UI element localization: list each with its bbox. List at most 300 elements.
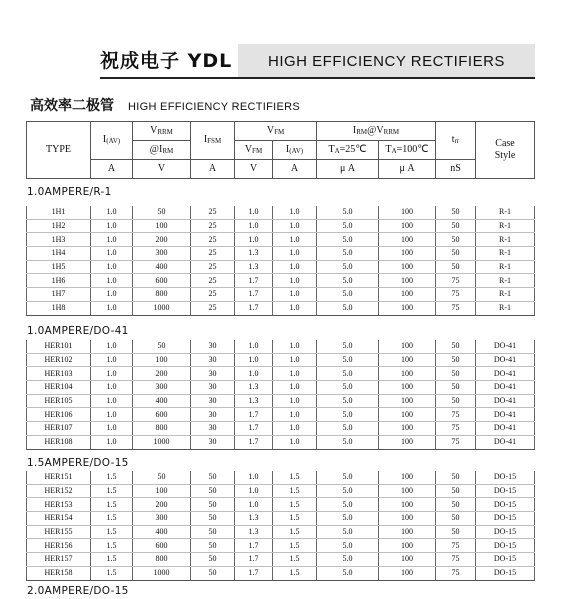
spec-cell: 1.0	[91, 247, 133, 261]
spec-cell: 1.5	[273, 498, 317, 512]
spec-cell: 1.5	[91, 566, 133, 580]
spec-cell: 50	[133, 206, 191, 219]
spec-cell: 50	[133, 340, 191, 353]
spec-cell: 1.3	[235, 525, 273, 539]
spec-cell: R-1	[476, 301, 535, 315]
unit-cell: μ A	[379, 160, 436, 179]
spec-cell: 75	[436, 408, 476, 422]
spec-cell: 50	[436, 260, 476, 274]
spec-cell: 100	[379, 435, 436, 449]
spec-cell: 1.0	[235, 340, 273, 353]
spec-cell: 5.0	[317, 340, 379, 353]
spec-cell: 1.5	[91, 525, 133, 539]
spec-cell: R-1	[476, 219, 535, 233]
spec-cell: 5.0	[317, 233, 379, 247]
col-vrrm: $V_{RRM}$	[133, 122, 191, 141]
spec-cell: 1.3	[235, 381, 273, 395]
spec-cell: 1.0	[273, 206, 317, 219]
spec-cell: 1.3	[235, 394, 273, 408]
spec-cell: 300	[133, 512, 191, 526]
spec-table-section	[26, 206, 535, 316]
spec-cell: DO-41	[476, 408, 535, 422]
spec-cell: 100	[379, 408, 436, 422]
spec-cell: DO-41	[476, 435, 535, 449]
part-number-cell: HER103	[27, 367, 91, 381]
section-label: 2.0AMPERE/DO-15	[27, 585, 129, 597]
part-number-cell: 1H3	[27, 233, 91, 247]
table-row	[27, 525, 535, 539]
spec-cell: 1.7	[235, 274, 273, 288]
spec-cell: 50	[191, 471, 235, 484]
spec-cell: 5.0	[317, 367, 379, 381]
spec-cell: 1.3	[235, 260, 273, 274]
spec-cell: 5.0	[317, 525, 379, 539]
spec-cell: 50	[436, 340, 476, 353]
spec-cell: 5.0	[317, 301, 379, 315]
spec-cell: 30	[191, 353, 235, 367]
spec-table-header	[26, 121, 535, 179]
spec-cell: 1000	[133, 301, 191, 315]
spec-cell: 5.0	[317, 381, 379, 395]
spec-cell: 800	[133, 422, 191, 436]
part-number-cell: 1H5	[27, 260, 91, 274]
spec-cell: 50	[436, 471, 476, 484]
spec-cell: 1.5	[273, 484, 317, 498]
spec-cell: 1.0	[273, 288, 317, 302]
spec-cell: 100	[379, 394, 436, 408]
spec-cell: 1.0	[235, 206, 273, 219]
spec-cell: 75	[436, 539, 476, 553]
spec-cell: 300	[133, 381, 191, 395]
spec-cell: 400	[133, 260, 191, 274]
spec-cell: 50	[191, 525, 235, 539]
spec-cell: 1.0	[235, 367, 273, 381]
spec-cell: DO-41	[476, 353, 535, 367]
spec-cell: 100	[133, 219, 191, 233]
spec-cell: 30	[191, 340, 235, 353]
unit-cell: V	[235, 160, 273, 179]
spec-cell: DO-15	[476, 484, 535, 498]
spec-cell: 1.0	[235, 471, 273, 484]
spec-cell: 400	[133, 394, 191, 408]
spec-cell: 5.0	[317, 422, 379, 436]
spec-cell: 1.7	[235, 435, 273, 449]
spec-cell: 25	[191, 233, 235, 247]
spec-cell: 1.7	[235, 539, 273, 553]
spec-cell: 100	[379, 512, 436, 526]
part-number-cell: HER156	[27, 539, 91, 553]
spec-cell: 100	[379, 422, 436, 436]
spec-cell: R-1	[476, 288, 535, 302]
table-row	[27, 260, 535, 274]
spec-cell: 1.0	[91, 233, 133, 247]
spec-cell: 30	[191, 408, 235, 422]
col-case-style: Case Style	[476, 122, 535, 179]
spec-cell: 600	[133, 408, 191, 422]
table-row	[27, 247, 535, 261]
part-number-cell: HER101	[27, 340, 91, 353]
col-iav: $I_{(AV)}$	[91, 122, 133, 160]
unit-cell: V	[133, 160, 191, 179]
spec-cell: DO-15	[476, 566, 535, 580]
spec-cell: 50	[191, 539, 235, 553]
spec-cell: 50	[191, 484, 235, 498]
spec-cell: 200	[133, 233, 191, 247]
spec-cell: 1.0	[273, 353, 317, 367]
spec-cell: 50	[436, 381, 476, 395]
spec-cell: 1.5	[273, 566, 317, 580]
spec-cell: 5.0	[317, 471, 379, 484]
brand-name: 祝成电子 YDL	[100, 50, 233, 72]
spec-cell: 50	[436, 353, 476, 367]
col-at-irm: $@I_{RM}$	[133, 141, 191, 160]
spec-cell: 100	[379, 301, 436, 315]
table-row	[27, 353, 535, 367]
unit-cell: nS	[436, 160, 476, 179]
table-row	[27, 435, 535, 449]
spec-cell: DO-15	[476, 498, 535, 512]
spec-cell: R-1	[476, 260, 535, 274]
spec-cell: DO-15	[476, 525, 535, 539]
spec-cell: 100	[379, 381, 436, 395]
table-row	[27, 422, 535, 436]
table-row	[27, 484, 535, 498]
spec-cell: 1.7	[235, 408, 273, 422]
spec-cell: DO-41	[476, 381, 535, 395]
header-rule	[100, 77, 535, 79]
part-number-cell: HER107	[27, 422, 91, 436]
part-number-cell: HER157	[27, 553, 91, 567]
spec-cell: 50	[436, 498, 476, 512]
spec-cell: 100	[379, 471, 436, 484]
spec-cell: 5.0	[317, 247, 379, 261]
spec-cell: 1.7	[235, 422, 273, 436]
spec-cell: 100	[379, 219, 436, 233]
col-trr: $t_{rr}$	[436, 122, 476, 160]
spec-cell: 5.0	[317, 498, 379, 512]
spec-cell: 1.3	[235, 247, 273, 261]
spec-cell: 30	[191, 381, 235, 395]
table-row	[27, 206, 535, 219]
spec-cell: 100	[379, 566, 436, 580]
spec-cell: 5.0	[317, 408, 379, 422]
subtitle-english: HIGH EFFICIENCY RECTIFIERS	[128, 101, 300, 113]
document-header	[100, 44, 535, 78]
table-row	[27, 301, 535, 315]
spec-cell: 1.0	[91, 435, 133, 449]
spec-cell: 5.0	[317, 566, 379, 580]
spec-cell: 1.0	[273, 435, 317, 449]
spec-cell: DO-41	[476, 422, 535, 436]
spec-cell: 100	[379, 367, 436, 381]
spec-cell: 1000	[133, 435, 191, 449]
section-label: 1.5AMPERE/DO-15	[27, 457, 129, 469]
spec-cell: R-1	[476, 274, 535, 288]
spec-cell: 50	[436, 525, 476, 539]
spec-cell: 50	[436, 247, 476, 261]
spec-cell: 50	[436, 206, 476, 219]
col-ta25: $T_A=25℃$	[317, 141, 379, 160]
table-row	[27, 553, 535, 567]
spec-cell: 1.0	[91, 219, 133, 233]
spec-cell: DO-15	[476, 553, 535, 567]
spec-cell: 1.5	[273, 512, 317, 526]
spec-cell: 50	[436, 484, 476, 498]
spec-cell: 1.5	[91, 498, 133, 512]
spec-cell: 5.0	[317, 394, 379, 408]
part-number-cell: HER108	[27, 435, 91, 449]
spec-cell: 5.0	[317, 512, 379, 526]
part-number-cell: HER105	[27, 394, 91, 408]
table-row	[27, 381, 535, 395]
spec-cell: 100	[379, 274, 436, 288]
spec-cell: 75	[436, 288, 476, 302]
spec-cell: 1.0	[273, 381, 317, 395]
table-row	[27, 512, 535, 526]
spec-cell: 1.0	[91, 274, 133, 288]
part-number-cell: 1H6	[27, 274, 91, 288]
spec-cell: 200	[133, 367, 191, 381]
spec-cell: 800	[133, 288, 191, 302]
spec-cell: 1.5	[91, 471, 133, 484]
table-row	[27, 340, 535, 353]
spec-cell: 25	[191, 260, 235, 274]
spec-cell: DO-41	[476, 394, 535, 408]
spec-cell: 1.7	[235, 301, 273, 315]
spec-cell: 1.0	[273, 301, 317, 315]
part-number-cell: HER104	[27, 381, 91, 395]
spec-cell: 25	[191, 274, 235, 288]
spec-cell: 100	[379, 247, 436, 261]
spec-cell: 1.0	[235, 498, 273, 512]
header-title: HIGH EFFICIENCY RECTIFIERS	[268, 53, 505, 70]
table-row	[27, 566, 535, 580]
spec-cell: 5.0	[317, 353, 379, 367]
part-number-cell: 1H1	[27, 206, 91, 219]
spec-cell: 1.0	[273, 340, 317, 353]
spec-cell: 1.0	[91, 340, 133, 353]
spec-cell: 50	[191, 566, 235, 580]
spec-cell: 75	[436, 553, 476, 567]
spec-cell: 50	[133, 471, 191, 484]
spec-cell: 25	[191, 206, 235, 219]
spec-cell: 1.0	[91, 206, 133, 219]
spec-cell: DO-15	[476, 512, 535, 526]
col-ifsm: $I_{FSM}$	[191, 122, 235, 160]
spec-cell: 5.0	[317, 260, 379, 274]
spec-cell: 600	[133, 539, 191, 553]
spec-cell: 1.0	[273, 367, 317, 381]
spec-cell: 30	[191, 435, 235, 449]
spec-cell: 1.0	[273, 219, 317, 233]
spec-cell: DO-15	[476, 471, 535, 484]
part-number-cell: HER151	[27, 471, 91, 484]
spec-cell: 100	[379, 260, 436, 274]
spec-cell: 1.0	[273, 422, 317, 436]
part-number-cell: HER102	[27, 353, 91, 367]
spec-cell: 1.5	[273, 539, 317, 553]
spec-cell: 1.5	[273, 525, 317, 539]
spec-cell: 50	[436, 233, 476, 247]
spec-cell: 1.0	[273, 274, 317, 288]
spec-cell: 1.0	[91, 381, 133, 395]
spec-cell: 1.0	[235, 233, 273, 247]
table-row	[27, 408, 535, 422]
part-number-cell: 1H8	[27, 301, 91, 315]
part-number-cell: 1H7	[27, 288, 91, 302]
spec-cell: 100	[379, 340, 436, 353]
spec-cell: 800	[133, 553, 191, 567]
spec-cell: 100	[379, 498, 436, 512]
spec-cell: 75	[436, 435, 476, 449]
spec-cell: 5.0	[317, 484, 379, 498]
spec-table-section	[26, 340, 535, 450]
spec-cell: 1.3	[235, 512, 273, 526]
spec-cell: 100	[133, 353, 191, 367]
spec-cell: 50	[191, 553, 235, 567]
spec-cell: 1.5	[273, 553, 317, 567]
spec-cell: 30	[191, 422, 235, 436]
table-row	[27, 539, 535, 553]
spec-cell: R-1	[476, 233, 535, 247]
col-iav-sub: $I_{(AV)}$	[273, 141, 317, 160]
spec-cell: 50	[436, 512, 476, 526]
col-vfm-sub: $V_{FM}$	[235, 141, 273, 160]
spec-cell: 1.5	[273, 471, 317, 484]
part-number-cell: HER106	[27, 408, 91, 422]
spec-cell: 1.0	[273, 247, 317, 261]
spec-cell: 50	[436, 219, 476, 233]
part-number-cell: HER154	[27, 512, 91, 526]
spec-cell: 1.0	[91, 367, 133, 381]
spec-cell: 5.0	[317, 553, 379, 567]
spec-cell: 75	[436, 566, 476, 580]
col-irm-at-vrrm: $I_{RM}@V_{RRM}$	[317, 122, 436, 141]
spec-cell: 25	[191, 288, 235, 302]
part-number-cell: HER158	[27, 566, 91, 580]
spec-cell: 1.5	[91, 484, 133, 498]
spec-cell: 300	[133, 247, 191, 261]
part-number-cell: HER153	[27, 498, 91, 512]
part-number-cell: 1H4	[27, 247, 91, 261]
spec-cell: 1.0	[235, 353, 273, 367]
spec-cell: 75	[436, 274, 476, 288]
spec-cell: 1.0	[273, 260, 317, 274]
spec-cell: 75	[436, 422, 476, 436]
part-number-cell: HER152	[27, 484, 91, 498]
spec-cell: 1.7	[235, 566, 273, 580]
spec-cell: 1.5	[91, 512, 133, 526]
spec-cell: 100	[379, 353, 436, 367]
spec-cell: 1.0	[235, 219, 273, 233]
col-vfm: $V_{FM}$	[235, 122, 317, 141]
spec-cell: 50	[191, 512, 235, 526]
table-row	[27, 498, 535, 512]
spec-cell: 1.0	[91, 288, 133, 302]
spec-cell: 1.0	[91, 353, 133, 367]
spec-cell: R-1	[476, 247, 535, 261]
spec-cell: 200	[133, 498, 191, 512]
unit-cell: μ A	[317, 160, 379, 179]
spec-cell: 1.0	[91, 394, 133, 408]
spec-cell: 100	[133, 484, 191, 498]
spec-cell: 1.5	[91, 553, 133, 567]
spec-cell: 25	[191, 247, 235, 261]
spec-cell: 100	[379, 539, 436, 553]
spec-cell: 1.0	[273, 233, 317, 247]
spec-cell: 30	[191, 394, 235, 408]
spec-cell: 1.7	[235, 288, 273, 302]
spec-cell: 5.0	[317, 539, 379, 553]
spec-cell: 1.0	[91, 422, 133, 436]
table-row	[27, 274, 535, 288]
subtitle-chinese: 高效率二极管	[30, 98, 114, 114]
spec-cell: 1.0	[91, 260, 133, 274]
spec-cell: 25	[191, 219, 235, 233]
spec-cell: 30	[191, 367, 235, 381]
spec-cell: 100	[379, 288, 436, 302]
spec-cell: 1.0	[235, 484, 273, 498]
spec-cell: 5.0	[317, 206, 379, 219]
spec-cell: 1.7	[235, 553, 273, 567]
spec-cell: 1.0	[273, 408, 317, 422]
col-type: TYPE	[27, 122, 91, 179]
spec-cell: 50	[191, 498, 235, 512]
spec-cell: 100	[379, 233, 436, 247]
section-label: 1.0AMPERE/R-1	[27, 186, 112, 198]
spec-cell: 5.0	[317, 219, 379, 233]
col-ta100: $T_A=100℃$	[379, 141, 436, 160]
spec-cell: 25	[191, 301, 235, 315]
table-row	[27, 394, 535, 408]
unit-cell: A	[191, 160, 235, 179]
spec-cell: 1.0	[91, 408, 133, 422]
spec-cell: 1000	[133, 566, 191, 580]
part-number-cell: 1H2	[27, 219, 91, 233]
spec-cell: DO-41	[476, 340, 535, 353]
table-row	[27, 367, 535, 381]
part-number-cell: HER155	[27, 525, 91, 539]
spec-cell: DO-15	[476, 539, 535, 553]
spec-cell: 100	[379, 553, 436, 567]
spec-cell: 100	[379, 484, 436, 498]
spec-cell: 5.0	[317, 274, 379, 288]
table-row	[27, 471, 535, 484]
spec-cell: 50	[436, 367, 476, 381]
spec-cell: 100	[379, 206, 436, 219]
spec-cell: 5.0	[317, 435, 379, 449]
spec-cell: 400	[133, 525, 191, 539]
spec-cell: 600	[133, 274, 191, 288]
section-label: 1.0AMPERE/DO-41	[27, 325, 129, 337]
units-row	[27, 160, 535, 179]
unit-cell: A	[91, 160, 133, 179]
spec-cell: DO-41	[476, 367, 535, 381]
table-row	[27, 219, 535, 233]
spec-table-section	[26, 471, 535, 581]
table-row	[27, 288, 535, 302]
spec-cell: 75	[436, 301, 476, 315]
spec-cell: 1.5	[91, 539, 133, 553]
spec-cell: 1.0	[91, 301, 133, 315]
unit-cell: A	[273, 160, 317, 179]
spec-cell: 1.0	[273, 394, 317, 408]
spec-cell: R-1	[476, 206, 535, 219]
section-subtitle	[30, 97, 300, 115]
spec-cell: 50	[436, 394, 476, 408]
spec-cell: 5.0	[317, 288, 379, 302]
spec-cell: 100	[379, 525, 436, 539]
